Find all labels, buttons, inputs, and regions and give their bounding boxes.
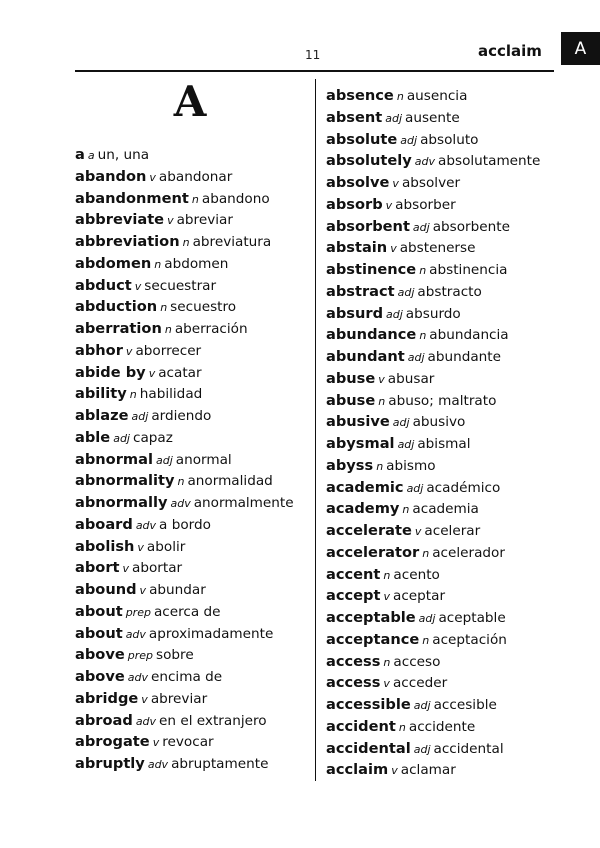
dictionary-entry xyxy=(75,188,311,210)
translation: anormal xyxy=(175,451,232,468)
translation: abandono xyxy=(201,190,270,207)
part-of-speech: n xyxy=(419,264,427,277)
dictionary-entry xyxy=(326,237,566,259)
dictionary-entry xyxy=(75,492,311,514)
headword: absurd xyxy=(326,304,384,322)
dictionary-entry xyxy=(75,449,311,471)
part-of-speech: adv xyxy=(127,671,148,684)
part-of-speech: v xyxy=(148,366,156,380)
translation: abundar xyxy=(149,582,206,598)
dictionary-entry xyxy=(75,536,311,558)
part-of-speech: v xyxy=(167,214,174,228)
headword: abrogate xyxy=(75,733,150,751)
dictionary-entry xyxy=(326,368,566,390)
part-of-speech: adj xyxy=(392,416,410,430)
dictionary-entry xyxy=(326,498,566,520)
translation: acceder xyxy=(392,675,448,692)
translation: absolutamente xyxy=(438,153,541,170)
dictionary-entry xyxy=(75,623,311,645)
part-of-speech: adj xyxy=(418,612,436,625)
dictionary-entry xyxy=(75,666,311,688)
dictionary-entry xyxy=(326,455,566,477)
translation: abreviar xyxy=(176,212,233,229)
part-of-speech: adv xyxy=(170,497,191,510)
headword: abnormality xyxy=(75,472,175,490)
translation: accesible xyxy=(433,697,497,713)
headword: abundance xyxy=(326,326,417,344)
part-of-speech: n xyxy=(383,568,391,582)
section-letter-heading: A xyxy=(173,77,207,126)
part-of-speech: adj xyxy=(400,133,418,147)
part-of-speech: adj xyxy=(407,351,425,364)
part-of-speech: adj xyxy=(397,438,415,451)
translation: abreviatura xyxy=(192,234,272,250)
translation: revocar xyxy=(162,734,214,751)
translation: aceptar xyxy=(393,588,446,605)
dictionary-entry xyxy=(326,259,566,281)
headword: academic xyxy=(326,478,404,496)
translation: sobre xyxy=(156,647,194,664)
translation: absolver xyxy=(401,175,461,191)
headword: absolve xyxy=(326,174,390,191)
headword: abide by xyxy=(75,363,146,381)
headword: abbreviate xyxy=(75,211,165,229)
dictionary-entry xyxy=(75,579,311,601)
headword: access xyxy=(326,652,381,670)
headword: abduction xyxy=(75,298,158,316)
part-of-speech: n xyxy=(396,90,404,103)
translation: abruptamente xyxy=(171,756,269,772)
entries-right-column xyxy=(326,85,566,781)
part-of-speech: n xyxy=(154,257,162,271)
dictionary-entry xyxy=(326,738,566,760)
translation: accidental xyxy=(433,740,504,757)
translation: acerca de xyxy=(153,603,221,620)
dictionary-entry xyxy=(75,405,311,427)
part-of-speech: adj xyxy=(406,481,424,495)
headword: abuse xyxy=(326,369,376,387)
dictionary-entry xyxy=(75,383,311,405)
headword: aberration xyxy=(75,320,162,337)
entries-left-column xyxy=(75,144,311,775)
translation: abolir xyxy=(146,538,186,555)
translation: secuestrar xyxy=(144,277,217,294)
translation: habilidad xyxy=(139,386,203,403)
dictionary-entry xyxy=(326,607,566,629)
part-of-speech: adj xyxy=(412,220,430,234)
headword: abstain xyxy=(326,239,388,257)
headword: acceptance xyxy=(326,630,420,648)
dictionary-entry xyxy=(326,346,566,368)
headword: absolute xyxy=(326,130,398,148)
dictionary-entry xyxy=(75,144,311,166)
part-of-speech: n xyxy=(182,236,190,249)
headword: abandonment xyxy=(75,189,189,207)
translation: acatar xyxy=(158,364,202,381)
headword: abusive xyxy=(326,413,390,431)
translation: aceptable xyxy=(438,610,506,626)
dictionary-entry xyxy=(326,85,566,107)
headword: absorbent xyxy=(326,217,410,235)
headword: absolutely xyxy=(326,152,412,170)
part-of-speech: v xyxy=(378,372,385,386)
translation: abstracto xyxy=(417,283,482,300)
part-of-speech: v xyxy=(134,279,142,293)
translation: abreviar xyxy=(150,690,208,707)
dictionary-entry xyxy=(326,303,566,325)
dictionary-entry xyxy=(326,150,566,172)
dictionary-entry xyxy=(326,433,566,455)
translation: abismo xyxy=(386,457,436,474)
dictionary-entry xyxy=(75,253,311,275)
part-of-speech: adj xyxy=(131,410,149,423)
part-of-speech: n xyxy=(402,503,410,517)
headword: abnormal xyxy=(75,450,153,468)
translation: un, una xyxy=(97,147,150,163)
headword: ablaze xyxy=(75,407,129,424)
dictionary-entry xyxy=(326,129,566,151)
translation: académico xyxy=(426,479,501,496)
translation: acelerar xyxy=(424,523,481,539)
dictionary-entry xyxy=(75,753,311,775)
headword: about xyxy=(75,624,123,642)
dictionary-entry xyxy=(326,694,566,716)
part-of-speech: adv xyxy=(125,627,146,641)
dictionary-entry xyxy=(75,275,311,297)
dictionary-entry xyxy=(75,209,311,231)
part-of-speech: adj xyxy=(386,307,403,321)
part-of-speech: adj xyxy=(397,285,415,299)
part-of-speech: v xyxy=(385,198,393,212)
headword: abbreviation xyxy=(75,233,180,250)
dictionary-entry xyxy=(326,651,566,673)
dictionary-entry xyxy=(326,216,566,238)
dictionary-entry xyxy=(75,557,311,579)
headword: accent xyxy=(326,565,381,583)
headword: accessible xyxy=(326,696,411,713)
part-of-speech: n xyxy=(419,329,427,343)
headword: about xyxy=(75,602,123,620)
translation: absorbente xyxy=(432,218,510,235)
part-of-speech: v xyxy=(125,344,133,358)
headword: abandon xyxy=(75,167,147,185)
dictionary-entry xyxy=(326,107,566,129)
dictionary-entry xyxy=(326,629,566,651)
part-of-speech: adv xyxy=(414,155,436,169)
part-of-speech: prep xyxy=(125,605,151,619)
translation: abundancia xyxy=(429,327,509,344)
part-of-speech: v xyxy=(139,584,147,597)
dictionary-entry xyxy=(75,731,311,753)
dictionary-entry xyxy=(326,281,566,303)
part-of-speech: v xyxy=(391,764,398,778)
headword: abound xyxy=(75,581,137,598)
translation: secuestro xyxy=(170,299,237,316)
dictionary-entry xyxy=(326,411,566,433)
translation: abusivo xyxy=(412,414,466,431)
translation: acelerador xyxy=(432,544,505,561)
translation: aproximadamente xyxy=(148,625,274,642)
part-of-speech: adj xyxy=(155,453,173,467)
translation: abdomen xyxy=(164,255,229,272)
part-of-speech: v xyxy=(383,590,390,604)
part-of-speech: n xyxy=(191,192,199,206)
headword: abyss xyxy=(326,456,374,474)
part-of-speech: v xyxy=(122,562,130,576)
dictionary-entry xyxy=(326,672,566,694)
dictionary-entry xyxy=(75,688,311,710)
dictionary-entry xyxy=(75,644,311,666)
column-divider xyxy=(315,79,316,781)
dictionary-entry xyxy=(75,362,311,384)
headword: abuse xyxy=(326,391,376,409)
translation: capaz xyxy=(132,429,173,446)
part-of-speech: adj xyxy=(113,431,130,445)
headword: above xyxy=(75,646,125,664)
part-of-speech: v xyxy=(141,692,148,706)
translation: abstinencia xyxy=(429,262,508,278)
translation: ausente xyxy=(405,109,460,126)
translation: anormalidad xyxy=(187,473,273,490)
part-of-speech: v xyxy=(383,677,390,691)
translation: abortar xyxy=(132,560,183,577)
headword: aboard xyxy=(75,515,133,533)
translation: abuso; maltrato xyxy=(388,392,497,409)
part-of-speech: v xyxy=(137,540,144,554)
dictionary-entry xyxy=(75,318,311,340)
dictionary-entry xyxy=(75,166,311,188)
dictionary-entry xyxy=(75,601,311,623)
translation: en el extranjero xyxy=(159,712,267,729)
headword: academy xyxy=(326,500,400,518)
headword: abundant xyxy=(326,348,405,365)
dictionary-entry xyxy=(326,390,566,412)
dictionary-entry xyxy=(75,296,311,318)
headword: absent xyxy=(326,108,383,126)
dictionary-entry xyxy=(326,520,566,542)
headword: abhor xyxy=(75,341,123,359)
translation: absurdo xyxy=(405,305,461,322)
translation: aclamar xyxy=(400,762,456,779)
translation: academia xyxy=(412,501,479,518)
dictionary-entry xyxy=(75,427,311,449)
part-of-speech: n xyxy=(422,546,430,560)
part-of-speech: n xyxy=(376,459,384,473)
headword: abruptly xyxy=(75,755,145,772)
part-of-speech: n xyxy=(177,475,185,489)
headword: abduct xyxy=(75,276,132,294)
headword: absorb xyxy=(326,195,383,213)
dictionary-entry xyxy=(326,194,566,216)
translation: abundante xyxy=(427,349,501,365)
translation: absoluto xyxy=(420,131,479,148)
headword: acceptable xyxy=(326,609,416,626)
part-of-speech: v xyxy=(149,170,156,184)
dictionary-entry xyxy=(326,172,566,194)
dictionary-entry xyxy=(326,542,566,564)
part-of-speech: adv xyxy=(135,518,157,532)
part-of-speech: v xyxy=(414,525,422,538)
translation: anormalmente xyxy=(193,495,294,511)
headword: accelerator xyxy=(326,543,420,561)
headword: absence xyxy=(326,87,394,104)
header-rule xyxy=(75,70,554,72)
dictionary-entry xyxy=(75,514,311,536)
headword: abstinence xyxy=(326,261,417,278)
part-of-speech: v xyxy=(152,736,160,750)
translation: acceso xyxy=(393,653,441,670)
part-of-speech: adj xyxy=(413,699,431,712)
dictionary-entry xyxy=(326,324,566,346)
part-of-speech: n xyxy=(164,323,172,336)
dictionary-entry xyxy=(75,470,311,492)
dictionary-entry xyxy=(326,716,566,738)
headword: abort xyxy=(75,559,120,577)
headword: abolish xyxy=(75,537,135,555)
part-of-speech: n xyxy=(129,388,137,402)
part-of-speech: v xyxy=(390,242,397,256)
dictionary-entry xyxy=(326,759,566,781)
headword: ability xyxy=(75,385,127,403)
part-of-speech: adj xyxy=(385,111,403,125)
headword: able xyxy=(75,428,111,446)
dictionary-entry xyxy=(75,231,311,253)
translation: accidente xyxy=(408,718,476,735)
letter-thumb-tab: A xyxy=(561,32,600,65)
headword: acclaim xyxy=(326,761,389,779)
part-of-speech: prep xyxy=(127,649,153,663)
translation: aborrecer xyxy=(135,342,202,359)
dictionary-entry xyxy=(326,477,566,499)
headword: access xyxy=(326,674,381,692)
dictionary-entry xyxy=(75,340,311,362)
translation: absorber xyxy=(395,196,456,213)
translation: encima de xyxy=(150,669,223,685)
headword: accelerate xyxy=(326,522,412,539)
headword: abnormally xyxy=(75,494,168,511)
translation: aberración xyxy=(174,321,248,337)
translation: abandonar xyxy=(158,168,233,185)
translation: abismal xyxy=(417,436,471,452)
running-head-guide-word: acclaim xyxy=(478,42,542,60)
headword: a xyxy=(75,146,85,163)
part-of-speech: n xyxy=(422,633,430,647)
translation: acento xyxy=(393,566,440,583)
part-of-speech: a xyxy=(87,149,95,162)
headword: above xyxy=(75,668,125,685)
part-of-speech: v xyxy=(392,177,399,190)
headword: accidental xyxy=(326,739,411,757)
headword: abroad xyxy=(75,711,133,729)
translation: abstenerse xyxy=(399,240,476,257)
page-number: 11 xyxy=(305,48,321,62)
headword: abysmal xyxy=(326,435,395,452)
headword: accident xyxy=(326,717,396,735)
part-of-speech: adv xyxy=(135,714,157,728)
dictionary-entry xyxy=(326,564,566,586)
dictionary-entry xyxy=(75,710,311,732)
translation: ardiendo xyxy=(151,408,212,424)
dictionary-entry xyxy=(326,585,566,607)
part-of-speech: n xyxy=(378,394,386,408)
part-of-speech: adj xyxy=(413,742,431,756)
part-of-speech: adv xyxy=(147,758,169,771)
headword: abstract xyxy=(326,282,395,300)
part-of-speech: n xyxy=(160,301,168,315)
part-of-speech: n xyxy=(383,655,391,669)
part-of-speech: n xyxy=(398,720,406,734)
headword: abridge xyxy=(75,689,139,707)
headword: accept xyxy=(326,587,381,605)
translation: a bordo xyxy=(159,516,211,533)
translation: abusar xyxy=(387,370,435,387)
translation: aceptación xyxy=(432,631,507,648)
headword: abdomen xyxy=(75,254,152,272)
translation: ausencia xyxy=(406,88,468,104)
